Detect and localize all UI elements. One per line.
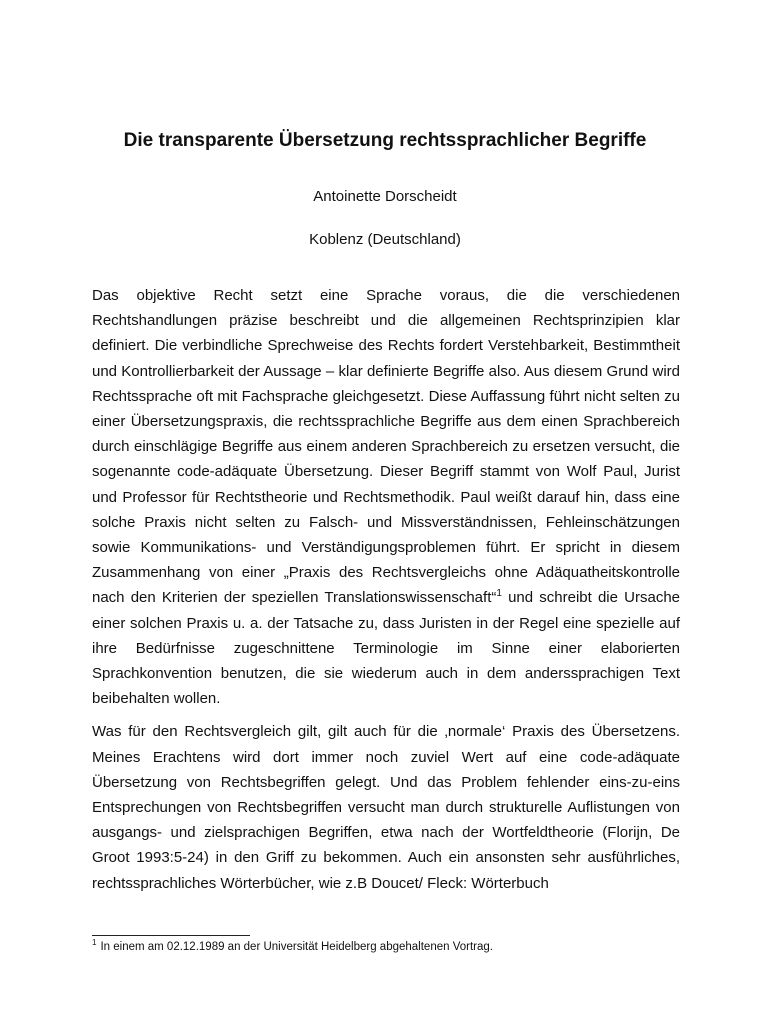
paragraph-1 — [92, 283, 680, 711]
footnote-mark: 1 — [92, 938, 97, 948]
footnote-text: In einem am 02.12.1989 an der Universität Heidelberg abgehaltenen Vortrag. — [100, 941, 493, 953]
paragraph-1-text-b: und schreibt die Ursache einer solchen Praxis u. a. der Tatsache zu, dass Juristen in der Regel eine spezielle auf ihre Bedürfnisse zugeschnittene Terminologie im Sinne einer elaborierten Sprachkonvention benutzen, die sie wiederum auch in dem anderssprachigen Text beibehalten wollen. — [92, 589, 680, 708]
body-text — [92, 283, 680, 904]
author-affiliation: Koblenz (Deutschland) — [309, 231, 461, 248]
author-name: Antoinette Dorscheidt — [313, 188, 457, 205]
footnote-separator — [92, 935, 250, 936]
paragraph-2: Was für den Rechtsvergleich gilt, gilt auch für die ‚normale‘ Praxis des Übersetzens. Meines Erachtens wird dort immer noch zuviel Wert auf eine code-adäquate Übersetzung von Rechtsbegriffen gelegt. Und das Problem fehlender eins-zu-eins Entsprechungen von Rechtsbegriffen versucht man durch strukturelle Auflistungen von ausgangs- und zielsprachigen Begriffen, etwa nach der Wortfeldtheorie (Florijn, De Groot 1993:5-24) in den Griff zu bekommen. Auch ein ansonsten sehr ausführliches, rechtssprachliches Wörterbücher, wie z.B Doucet/ Fleck: Wörterbuch — [92, 723, 680, 892]
paper-title: Die transparente Übersetzung rechtssprachlicher Begriffe — [123, 130, 647, 151]
paragraph-1-text-a: Das objektive Recht setzt eine Sprache voraus, die die verschiedenen Rechtshandlungen präzise beschreibt und die allgemeinen Rechtsprinzipien klar definiert. Die verbindliche Sprechweise des Rechts fordert Verstehbarkeit, Bestimmtheit und Kontrollierbarkeit der Aussage – klar definierte Begriffe also. Aus diesem Grund wird Rechtssprache oft mit Fachsprache gleichgesetzt. Diese Auffassung führt nicht selten zu einer Übersetzungspraxis, die rechtssprachliche Begriffe aus dem einen Sprachbereich durch einschlägige Begriffe aus einem anderen Sprachbereich zu ersetzen versucht, die sogenannte code-adäquate Übersetzung. Dieser Begriff stammt von Wolf Paul, Jurist und Professor für Rechtstheorie und Rechtsmethodik. Paul weißt darauf hin, dass eine solche Praxis nicht selten zu Falsch- und Missverständnissen, Fehleinschätzungen sowie Kommunikations- und Verständigungsproblemen führt. Er spricht in diesem Zusammenhang von einer „Praxis des Rechtsvergleichs ohne Adäquatheitskontrolle nach den Kriterien der speziellen Translationswissenschaft“ — [92, 287, 680, 607]
footnote-reference: 1 — [496, 588, 502, 600]
footnote-1 — [92, 938, 680, 953]
